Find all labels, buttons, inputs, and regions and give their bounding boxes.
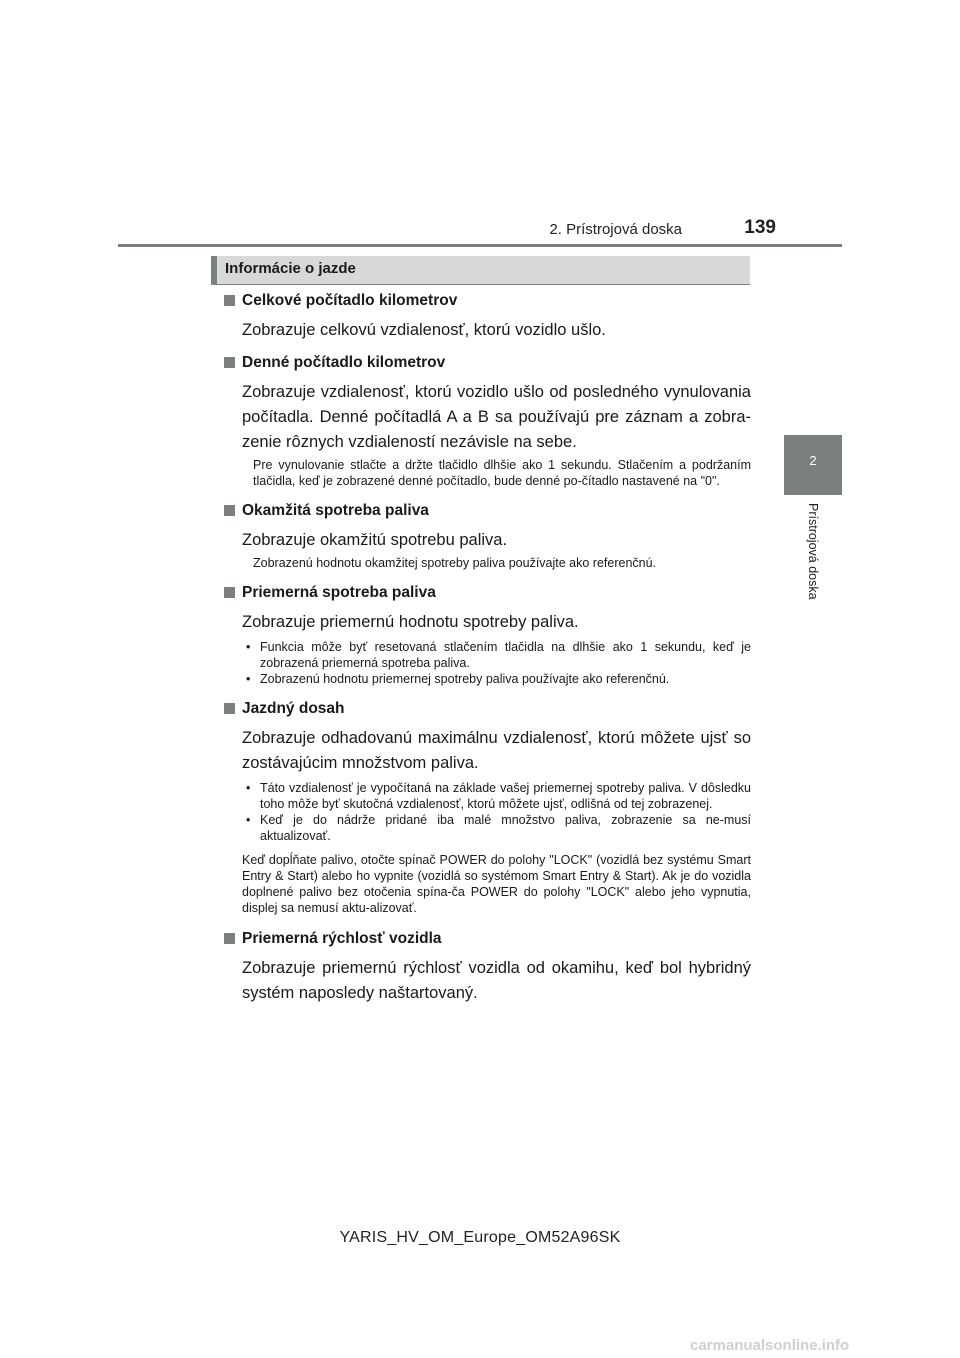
- item-title: Priemerná spotreba paliva: [242, 584, 436, 601]
- square-bullet-icon: [224, 295, 235, 306]
- item-body: Zobrazuje celkovú vzdialenosť, ktorú vozidlo ušlo.: [242, 321, 606, 339]
- bullet-text: Zobrazenú hodnotu priemernej spotreby paliva používajte ako referenčnú.: [260, 672, 670, 686]
- bullet-text: Funkcia môže byť resetovaná stlačením tlačidla na dlhšie ako 1 sekundu, keď je zobrazená priemerná spotreba paliva.: [260, 640, 751, 670]
- side-tab-number: 2: [809, 453, 817, 468]
- bullet-list: [242, 639, 751, 687]
- item-total-odometer: [222, 290, 751, 343]
- item-body: Zobrazuje priemernú hodnotu spotreby paliva.: [242, 613, 579, 631]
- list-item: [242, 639, 751, 671]
- item-title-wrap: [222, 698, 751, 720]
- footer-doc-code: YARIS_HV_OM_Europe_OM52A96SK: [339, 1229, 621, 1246]
- item-average-consumption: [222, 582, 751, 687]
- item-title: Denné počítadlo kilometrov: [242, 354, 446, 371]
- item-instant-consumption: [222, 500, 751, 571]
- item-average-speed: [222, 928, 751, 1006]
- bullet-text: Táto vzdialenosť je vypočítaná na základe vašej priemernej spotreby paliva. V dôsledku toho môže byť skutočná vzdialenosť, ktorú môžete ujsť, odlišná od tej zobrazenej.: [260, 781, 751, 811]
- section-heading: [211, 256, 750, 285]
- item-paragraph: Keď dopĺňate palivo, otočte spínač POWER do polohy "LOCK" (vozidlá bez systému Smart Entry & Start) alebo ho vypnite (vozidlá so systémom Smart Entry & Start). Ak je do vozidla doplnené palivo bez otočenia spína-ča POWER do polohy "LOCK" alebo jeho vypnutia, displej sa nemusí aktu-alizovať.: [242, 853, 751, 915]
- item-title-wrap: [222, 290, 751, 312]
- bullet-dot-icon: •: [246, 781, 251, 795]
- list-item: [242, 671, 751, 687]
- bullet-dot-icon: •: [246, 640, 251, 654]
- item-title-wrap: [222, 500, 751, 522]
- item-title: Jazdný dosah: [242, 700, 345, 717]
- list-item: [242, 812, 751, 844]
- item-driving-range: [222, 698, 751, 916]
- bullet-dot-icon: •: [246, 672, 251, 686]
- item-title-wrap: [222, 582, 751, 604]
- bullet-text: Keď je do nádrže pridané iba malé množstvo paliva, zobrazenie sa ne-musí aktualizovať.: [260, 813, 751, 843]
- item-title-wrap: [222, 352, 751, 374]
- square-bullet-icon: [224, 703, 235, 714]
- item-title: Celkové počítadlo kilometrov: [242, 292, 458, 309]
- item-note: Zobrazenú hodnotu okamžitej spotreby paliva používajte ako referenčnú.: [253, 556, 657, 570]
- header-rule: [118, 244, 842, 247]
- main-content: [222, 290, 751, 1006]
- square-bullet-icon: [224, 505, 235, 516]
- side-tab-label: Prístrojová doska: [806, 503, 820, 600]
- page-number: 139: [744, 217, 776, 238]
- watermark: carmanualsonline.info: [690, 1337, 850, 1354]
- bullet-list: [242, 780, 751, 844]
- item-body: Zobrazuje okamžitú spotrebu paliva.: [242, 531, 508, 549]
- square-bullet-icon: [224, 587, 235, 598]
- square-bullet-icon: [224, 933, 235, 944]
- item-trip-meter: [222, 352, 751, 489]
- item-title: Okamžitá spotreba paliva: [242, 502, 429, 519]
- item-body: Zobrazuje odhadovanú maximálnu vzdialenosť, ktorú môžete ujsť so zostávajúcim množstvom paliva.: [242, 729, 751, 772]
- item-body: Zobrazuje priemernú rýchlosť vozidla od okamihu, keď bol hybridný systém naposledy naštartovaný.: [242, 959, 751, 1002]
- item-body: Zobrazuje vzdialenosť, ktorú vozidlo ušlo od posledného vynulovania počítadla. Denné počítadlá A a B sa používajú pre záznam a zobra-zenie rôznych vzdialeností nezávisle na sebe.: [242, 383, 751, 451]
- list-item: [242, 780, 751, 812]
- item-title-wrap: [222, 928, 751, 950]
- section-heading-text: Informácie o jazde: [225, 260, 356, 277]
- square-bullet-icon: [224, 357, 235, 368]
- item-title: Priemerná rýchlosť vozidla: [242, 930, 442, 947]
- item-note: Pre vynulovanie stlačte a držte tlačidlo dlhšie ako 1 sekundu. Stlačením a podržaním tlačidla, keď je zobrazené denné počítadlo, bude denné po-čítadlo nastavené na "0".: [253, 458, 751, 488]
- section-heading-marker: [211, 256, 217, 284]
- bullet-dot-icon: •: [246, 813, 251, 827]
- chapter-title: 2. Prístrojová doska: [549, 221, 682, 238]
